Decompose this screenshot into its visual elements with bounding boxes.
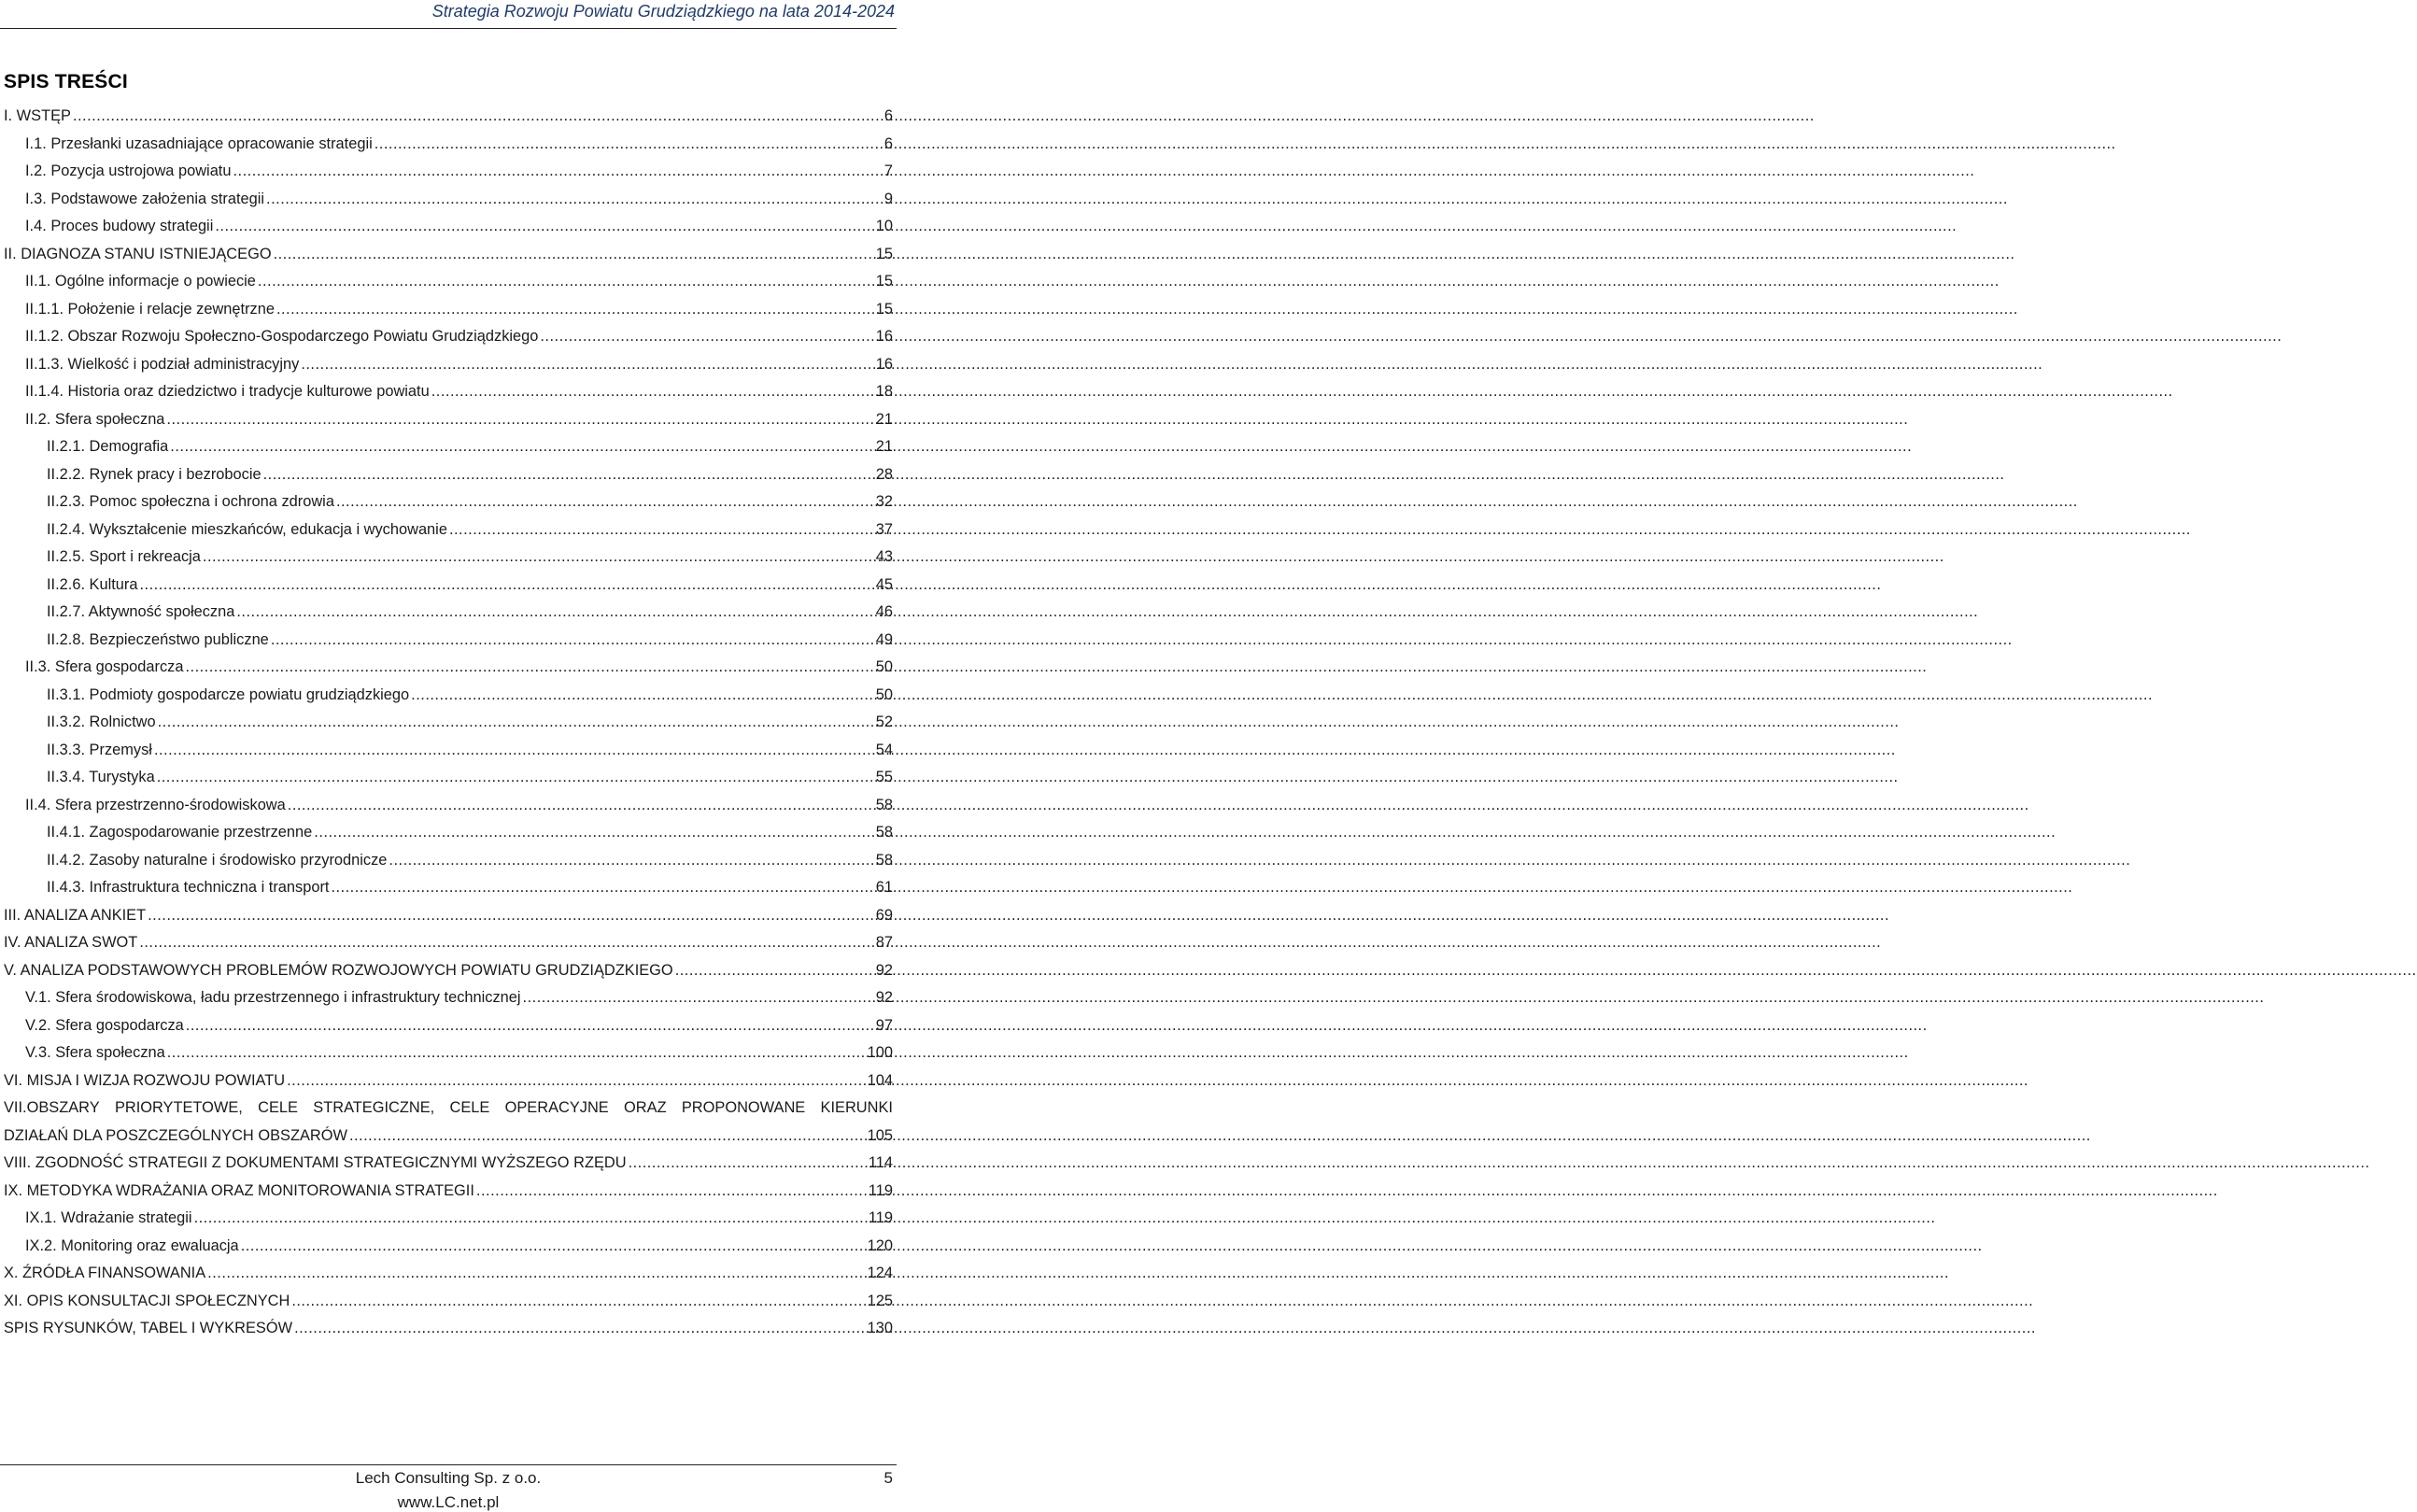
toc-entry-page: 97 — [875, 1016, 893, 1034]
toc-entry[interactable] — [4, 246, 893, 274]
toc-leader-dots — [274, 246, 870, 263]
toc-entry-page: 61 — [875, 879, 893, 896]
toc-entry[interactable] — [4, 191, 893, 219]
toc-entry-page: 7 — [883, 163, 893, 179]
toc-entry-page: 9 — [883, 190, 893, 207]
toc-entry-label: II.2.5. Sport i rekreacja — [47, 548, 201, 565]
toc-leader-dots — [540, 328, 870, 346]
toc-leader-dots — [185, 658, 870, 676]
toc-entry-label: V.3. Sfera społeczna — [25, 1044, 165, 1061]
toc-entry-label: V.2. Sfera gospodarcza — [25, 1016, 184, 1034]
toc-entry-page: 21 — [875, 410, 893, 428]
toc-entry[interactable] — [4, 1293, 893, 1321]
toc-entry-label: I. WSTĘP — [4, 107, 71, 124]
toc-leader-dots — [431, 383, 870, 401]
toc-entry[interactable] — [4, 576, 893, 604]
toc-entry-page: 10 — [875, 218, 893, 234]
toc-entry-page: 124 — [867, 1265, 893, 1281]
toc-entry-label: II.1.1. Położenie i relacje zewnętrzne — [25, 300, 275, 318]
toc-entry-page: 15 — [875, 273, 893, 290]
page-header — [0, 0, 897, 29]
toc-entry-page: 16 — [875, 355, 893, 373]
toc-leader-dots — [349, 1127, 866, 1145]
toc-entry[interactable] — [4, 107, 893, 135]
toc-leader-dots — [331, 879, 870, 897]
toc-leader-dots — [449, 521, 870, 539]
toc-entry-label: II.1. Ogólne informacje o powiecie — [25, 273, 256, 290]
toc-entry-label: IV. ANALIZA SWOT — [4, 934, 138, 951]
toc-entry-page: 43 — [875, 548, 893, 565]
toc-leader-dots — [148, 907, 870, 925]
toc-entry-page: 32 — [875, 493, 893, 510]
toc-entry-wrapped-line2[interactable] — [4, 1127, 893, 1155]
toc-entry-label: IX.2. Monitoring oraz ewaluacja — [25, 1236, 239, 1254]
toc-entry[interactable] — [4, 383, 893, 411]
toc-entry-page: 50 — [875, 685, 893, 703]
toc-entry-label: SPIS RYSUNKÓW, TABEL I WYKRESÓW — [4, 1320, 293, 1336]
toc-entry-page: 6 — [883, 134, 893, 152]
toc-leader-dots — [186, 1017, 870, 1035]
toc-entry[interactable] — [4, 714, 893, 742]
toc-entry[interactable] — [4, 328, 893, 356]
toc-entry-label: VIII. ZGODNOŚĆ STRATEGII Z DOKUMENTAMI STRATEGICZNYMI WYŻSZEGO RZĘDU — [4, 1154, 627, 1171]
toc-leader-dots — [194, 1209, 867, 1227]
toc-entry-label: V.1. Sfera środowiskowa, ładu przestrzennego i infrastruktury technicznej — [25, 989, 521, 1006]
toc-leader-dots — [389, 852, 870, 869]
toc-entry-page: 18 — [875, 383, 893, 400]
toc-entry-word: STRATEGICZNE, — [313, 1099, 435, 1116]
toc-entry[interactable] — [4, 962, 893, 990]
toc-leader-dots — [271, 631, 870, 649]
toc-leader-dots — [629, 1154, 867, 1172]
toc-entry-label: II.2.8. Bezpieczeństwo publiczne — [47, 630, 269, 648]
toc-leader-dots — [411, 686, 870, 704]
toc-entry[interactable] — [4, 686, 893, 714]
toc-entry[interactable] — [4, 163, 893, 191]
toc-entry[interactable] — [4, 1237, 893, 1265]
toc-leader-dots — [276, 301, 870, 318]
toc-leader-dots — [73, 107, 870, 125]
toc-leader-dots — [336, 493, 870, 511]
toc-entry-page: 52 — [875, 714, 893, 730]
toc-entry-label: II.3. Sfera gospodarcza — [25, 658, 184, 675]
toc-leader-dots — [157, 769, 870, 786]
toc-entry[interactable] — [4, 135, 893, 163]
toc-entry-page: 28 — [875, 465, 893, 483]
toc-entry[interactable] — [4, 824, 893, 852]
toc-entry-page: 114 — [868, 1154, 893, 1171]
toc-entry-page: 16 — [875, 328, 893, 345]
toc-entry-page: 105 — [867, 1126, 893, 1144]
toc-entry-page: 119 — [868, 1181, 893, 1199]
toc-entry[interactable] — [4, 989, 893, 1017]
toc-entry[interactable] — [4, 631, 893, 659]
toc-entry-label: II.3.2. Rolnictwo — [47, 714, 156, 730]
toc-entry-label: II.2. Sfera społeczna — [25, 410, 165, 428]
toc-entry[interactable] — [4, 521, 893, 549]
toc-entry-label: II.1.3. Wielkość i podział administracyjny — [25, 355, 300, 373]
toc-entry-label: II.2.3. Pomoc społeczna i ochrona zdrowia — [47, 493, 334, 510]
toc-entry-label: II.2.6. Kultura — [47, 575, 138, 593]
toc-entry-label: II.1.4. Historia oraz dziedzictwo i tradycje kulturowe powiatu — [25, 383, 430, 400]
toc-entry-word: KIERUNKI — [820, 1099, 893, 1116]
toc-entry[interactable] — [4, 852, 893, 880]
toc-entry-word: VII.OBSZARY — [4, 1099, 100, 1116]
toc-entry[interactable] — [4, 1209, 893, 1237]
toc-leader-dots — [170, 438, 870, 456]
toc-entry[interactable] — [4, 438, 893, 466]
toc-entry-label: I.1. Przesłanki uzasadniające opracowanie strategii — [25, 134, 373, 152]
toc-leader-dots — [207, 1265, 865, 1282]
toc-entry-page: 130 — [867, 1320, 893, 1336]
toc-entry-label: II.3.3. Przemysł — [47, 741, 152, 758]
toc-entry-page: 119 — [868, 1209, 893, 1226]
toc-entry-page: 21 — [875, 438, 893, 455]
toc-entry-page: 58 — [875, 796, 893, 813]
toc-entry-page: 54 — [875, 741, 893, 758]
toc-leader-dots — [476, 1182, 867, 1200]
toc-entry-page: 125 — [867, 1292, 893, 1309]
toc-leader-dots — [241, 1237, 866, 1255]
toc-leader-dots — [236, 603, 870, 621]
toc-entry-page: 55 — [875, 769, 893, 785]
toc-entry-page: 15 — [875, 245, 893, 262]
toc-entry[interactable] — [4, 301, 893, 329]
toc-entry-label: II.4.1. Zagospodarowanie przestrzenne — [47, 824, 313, 841]
toc-entry-page: 104 — [867, 1071, 893, 1089]
toc-entry-label: II.2.4. Wykształcenie mieszkańców, edukacja i wychowanie — [47, 520, 447, 538]
toc-entry-page: 92 — [875, 961, 893, 979]
toc-entry-word: ORAZ — [624, 1099, 667, 1116]
footer-company: Lech Consulting Sp. z o.o. — [355, 1469, 542, 1487]
toc-entry-page: 58 — [875, 824, 893, 841]
toc-leader-dots — [258, 273, 870, 290]
toc-leader-dots — [154, 742, 870, 759]
toc-entry[interactable] — [4, 218, 893, 246]
toc-entry-label: X. ŹRÓDŁA FINANSOWANIA — [4, 1265, 206, 1281]
toc-entry[interactable] — [4, 273, 893, 301]
toc-entry-label: V. ANALIZA PODSTAWOWYCH PROBLEMÓW ROZWOJOWYCH POWIATU GRUDZIĄDZKIEGO — [4, 961, 673, 979]
toc-leader-dots — [263, 466, 870, 484]
toc-entry-label: II.4.2. Zasoby naturalne i środowisko przyrodnicze — [47, 851, 388, 869]
toc-entry-label: II.1.2. Obszar Rozwoju Społeczno-Gospodarczego Powiatu Grudziądzkiego — [25, 328, 539, 345]
toc-entry[interactable] — [4, 797, 893, 825]
toc-entry-label: XI. OPIS KONSULTACJI SPOŁECZNYCH — [4, 1292, 290, 1309]
toc-leader-dots — [215, 218, 870, 235]
toc-leader-dots — [139, 934, 870, 952]
toc-entry-label: II.4. Sfera przestrzenno-środowiskowa — [25, 796, 286, 813]
toc-entry-wrapped-line1[interactable] — [4, 1099, 893, 1127]
toc-leader-dots — [294, 1320, 866, 1337]
toc-entry[interactable] — [4, 493, 893, 521]
toc-entry[interactable] — [4, 1154, 893, 1182]
toc-leader-dots — [140, 576, 871, 594]
toc-entry-label: I.3. Podstawowe założenia strategii — [25, 190, 265, 207]
toc-entry[interactable] — [4, 1072, 893, 1100]
toc-entry[interactable] — [4, 769, 893, 797]
toc-entry-label: II.4.3. Infrastruktura techniczna i transport — [47, 879, 330, 896]
toc-entry-page: 49 — [875, 630, 893, 648]
toc-entry-label: IX. METODYKA WDRAŻANIA ORAZ MONITOROWANIA STRATEGII — [4, 1181, 474, 1199]
toc-entry-label: II.3.1. Podmioty gospodarcze powiatu grudziądzkiego — [47, 685, 410, 703]
toc-leader-dots — [287, 1072, 866, 1090]
toc-entry-word: PRIORYTETOWE, — [114, 1099, 243, 1116]
toc-entry-label: I.4. Proces budowy strategii — [25, 218, 214, 234]
toc-entry-label: III. ANALIZA ANKIET — [4, 906, 147, 924]
page-number: 5 — [883, 1469, 893, 1487]
toc-entry[interactable] — [4, 934, 893, 962]
toc-leader-dots — [166, 411, 870, 429]
document-title: Strategia Rozwoju Powiatu Grudziądzkiego na lata 2014-2024 — [431, 2, 895, 21]
toc-heading: SPIS TREŚCI — [4, 71, 128, 92]
toc-entry-page: 45 — [875, 575, 893, 593]
toc-entry-page: 15 — [875, 300, 893, 318]
toc-entry-page: 46 — [875, 603, 893, 620]
toc-leader-dots — [167, 1044, 866, 1062]
toc-entry-page: 92 — [875, 989, 893, 1006]
toc-entry[interactable] — [4, 1017, 893, 1045]
toc-entry[interactable] — [4, 1044, 893, 1072]
toc-leader-dots — [291, 1293, 865, 1310]
toc-entry-label: II.2.1. Demografia — [47, 438, 169, 455]
toc-entry-word: OPERACYJNE — [504, 1099, 609, 1116]
toc-leader-dots — [314, 824, 870, 841]
page-footer — [0, 1464, 897, 1511]
toc-leader-dots — [301, 356, 870, 374]
toc-entry-label: II.3.4. Turystyka — [47, 769, 155, 785]
toc-leader-dots — [288, 797, 870, 814]
toc-entry-label: DZIAŁAŃ DLA POSZCZEGÓLNYCH OBSZARÓW — [4, 1126, 347, 1144]
toc-entry-page: 87 — [875, 934, 893, 951]
toc-entry[interactable] — [4, 411, 893, 439]
toc-entry-page: 100 — [867, 1044, 893, 1061]
toc-leader-dots — [203, 548, 870, 566]
toc-entry[interactable] — [4, 466, 893, 494]
toc-leader-dots — [375, 135, 870, 153]
toc-entry-label: II.2.7. Aktywność społeczna — [47, 603, 235, 620]
toc-entry[interactable] — [4, 879, 893, 907]
toc-entry[interactable] — [4, 658, 893, 686]
toc-entry-label: IX.1. Wdrażanie strategii — [25, 1209, 192, 1226]
toc-entry-page: 37 — [875, 520, 893, 538]
toc-entry-page: 58 — [875, 851, 893, 869]
toc-entry-word: CELE — [258, 1099, 298, 1116]
table-of-contents — [4, 107, 893, 1348]
toc-entry-word: CELE — [449, 1099, 490, 1116]
toc-entry[interactable] — [4, 1265, 893, 1293]
toc-entry-page: 6 — [883, 107, 893, 124]
toc-leader-dots — [158, 714, 870, 731]
toc-entry[interactable] — [4, 548, 893, 576]
toc-entry-label: II. DIAGNOZA STANU ISTNIEJĄCEGO — [4, 245, 272, 262]
toc-entry[interactable] — [4, 907, 893, 935]
toc-entry-page: 69 — [875, 906, 893, 924]
toc-leader-dots — [233, 163, 870, 180]
toc-entry-label: I.2. Pozycja ustrojowa powiatu — [25, 163, 232, 179]
toc-leader-dots — [266, 191, 870, 208]
toc-entry[interactable] — [4, 1182, 893, 1210]
footer-url: www.LC.net.pl — [397, 1493, 500, 1511]
toc-entry[interactable] — [4, 356, 893, 384]
toc-entry-page: 50 — [875, 658, 893, 675]
toc-entry[interactable] — [4, 742, 893, 770]
toc-entry[interactable] — [4, 1320, 893, 1348]
toc-entry-label: II.2.2. Rynek pracy i bezrobocie — [47, 465, 261, 483]
toc-entry-word: PROPONOWANE — [681, 1099, 806, 1116]
toc-leader-dots — [675, 962, 870, 980]
toc-entry-label: VI. MISJA I WIZJA ROZWOJU POWIATU — [4, 1071, 286, 1089]
toc-entry-page: 120 — [867, 1236, 893, 1254]
toc-entry[interactable] — [4, 603, 893, 631]
toc-leader-dots — [523, 989, 870, 1007]
